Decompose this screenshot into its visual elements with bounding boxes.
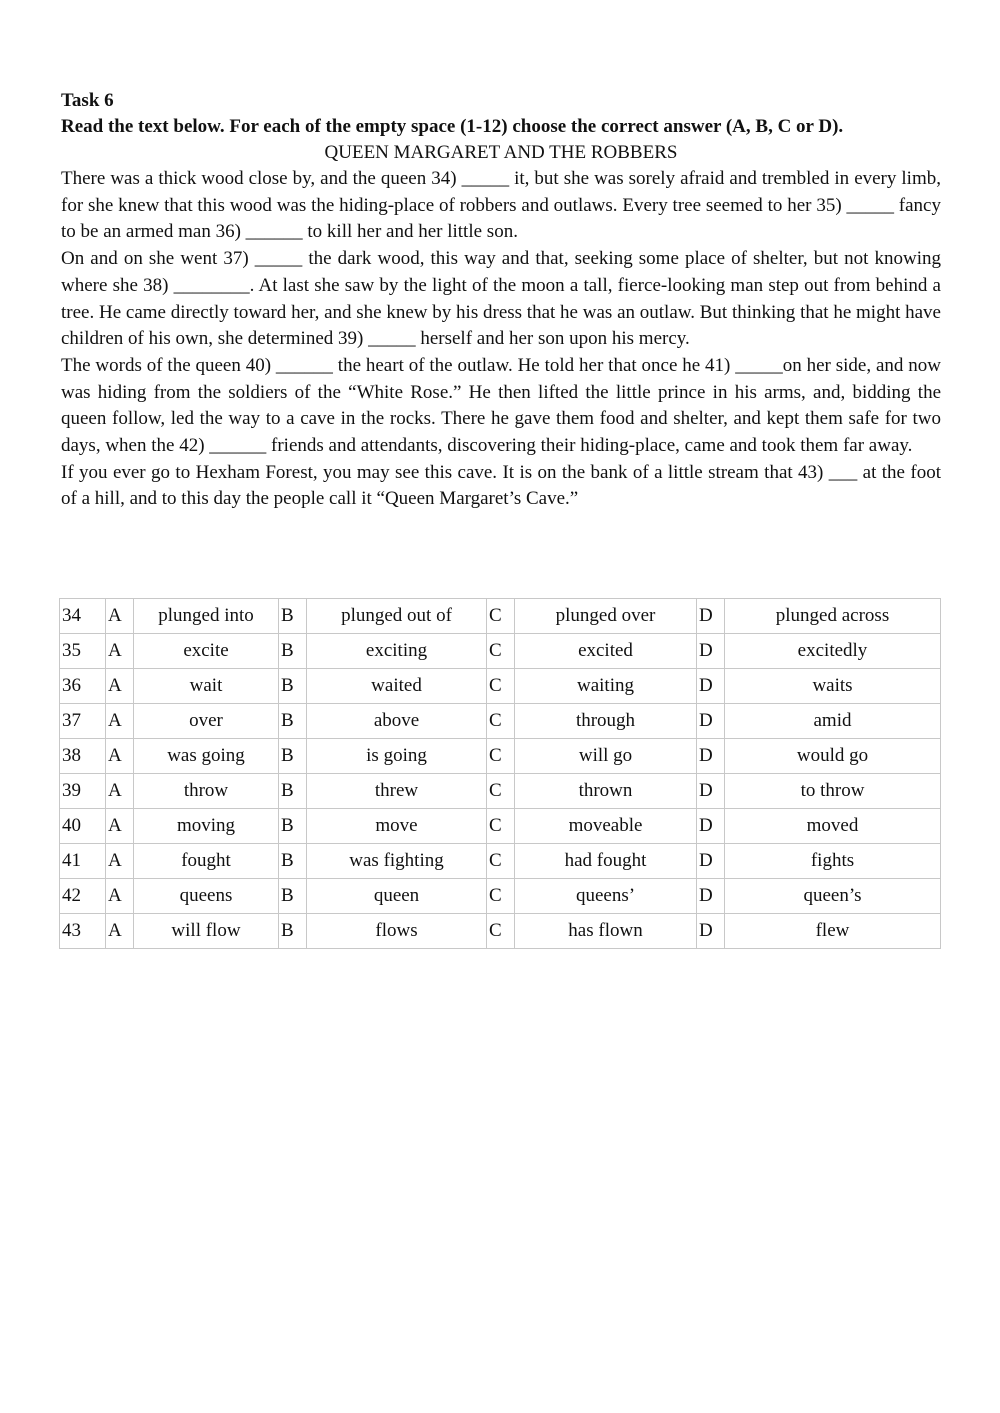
- option-letter-c: C: [487, 669, 515, 704]
- option-letter-a: A: [106, 704, 134, 739]
- answer-options-table: [59, 598, 941, 949]
- option-d: plunged across: [725, 599, 941, 634]
- option-letter-d: D: [697, 739, 725, 774]
- option-letter-c: C: [487, 634, 515, 669]
- option-a: queens: [134, 879, 279, 914]
- option-letter-c: C: [487, 844, 515, 879]
- option-d: would go: [725, 739, 941, 774]
- option-c: queens’: [515, 879, 697, 914]
- question-number: 38: [60, 739, 106, 774]
- option-letter-d: D: [697, 704, 725, 739]
- option-a: fought: [134, 844, 279, 879]
- story-paragraph: On and on she went 37) _____ the dark wood, this way and that, seeking some place of shelter, but not knowing where she 38) ________. At last she saw by the light of the moon a tall, fierce-looking man step out from behind a tree. He came directly toward her, and she knew by his dress that he was an outlaw. But thinking that he might have children of his own, she determined 39) _____ herself and her son upon his mercy.: [61, 248, 941, 350]
- answer-row: [60, 634, 941, 669]
- option-letter-d: D: [697, 879, 725, 914]
- option-letter-b: B: [279, 599, 307, 634]
- option-c: through: [515, 704, 697, 739]
- option-a: was going: [134, 739, 279, 774]
- story-paragraph: The words of the queen 40) ______ the heart of the outlaw. He told her that once he 41) _____on her side, and now was hiding from the soldiers of the “White Rose.” He then lifted the little prince in his arms, and, bidding the queen follow, led the way to a cave in the rocks. There he gave them food and shelter, and kept them safe for two days, when the 42) ______ friends and attendants, discovering their hiding-place, came and took them far away.: [61, 354, 941, 457]
- option-b: was fighting: [307, 844, 487, 879]
- option-letter-b: B: [279, 879, 307, 914]
- option-letter-d: D: [697, 914, 725, 949]
- answer-row: [60, 914, 941, 949]
- option-c: had fought: [515, 844, 697, 879]
- option-b: threw: [307, 774, 487, 809]
- option-c: excited: [515, 634, 697, 669]
- option-b: waited: [307, 669, 487, 704]
- option-c: has flown: [515, 914, 697, 949]
- option-letter-c: C: [487, 739, 515, 774]
- option-letter-b: B: [279, 809, 307, 844]
- answer-row: [60, 844, 941, 879]
- option-d: amid: [725, 704, 941, 739]
- option-letter-a: A: [106, 879, 134, 914]
- option-letter-c: C: [487, 879, 515, 914]
- answer-row: [60, 704, 941, 739]
- option-letter-a: A: [106, 669, 134, 704]
- question-number: 37: [60, 704, 106, 739]
- option-letter-a: A: [106, 809, 134, 844]
- question-number: 34: [60, 599, 106, 634]
- story-paragraph: If you ever go to Hexham Forest, you may see this cave. It is on the bank of a little stream that 43) ___ at the foot of a hill, and to this day the people call it “Queen Margaret’s Cave.”: [61, 461, 941, 510]
- option-b: exciting: [307, 634, 487, 669]
- option-a: throw: [134, 774, 279, 809]
- option-c: will go: [515, 739, 697, 774]
- option-d: to throw: [725, 774, 941, 809]
- option-a: wait: [134, 669, 279, 704]
- option-letter-c: C: [487, 774, 515, 809]
- option-letter-b: B: [279, 774, 307, 809]
- option-c: thrown: [515, 774, 697, 809]
- option-letter-d: D: [697, 669, 725, 704]
- option-a: will flow: [134, 914, 279, 949]
- option-c: moveable: [515, 809, 697, 844]
- instruction: Read the text below. For each of the empty space (1-12) choose the correct answer (A, B, C or D).: [61, 116, 844, 137]
- option-d: waits: [725, 669, 941, 704]
- option-b: move: [307, 809, 487, 844]
- option-letter-c: C: [487, 914, 515, 949]
- question-number: 41: [60, 844, 106, 879]
- option-b: queen: [307, 879, 487, 914]
- option-letter-a: A: [106, 634, 134, 669]
- option-b: is going: [307, 739, 487, 774]
- option-letter-b: B: [279, 844, 307, 879]
- question-number: 40: [60, 809, 106, 844]
- option-letter-d: D: [697, 599, 725, 634]
- question-number: 42: [60, 879, 106, 914]
- option-letter-d: D: [697, 634, 725, 669]
- option-letter-a: A: [106, 739, 134, 774]
- task-title: Task 6: [61, 90, 114, 111]
- option-letter-c: C: [487, 599, 515, 634]
- option-d: fights: [725, 844, 941, 879]
- option-letter-a: A: [106, 774, 134, 809]
- option-letter-a: A: [106, 599, 134, 634]
- answer-row: [60, 669, 941, 704]
- worksheet: [61, 88, 941, 513]
- option-a: excite: [134, 634, 279, 669]
- option-letter-a: A: [106, 914, 134, 949]
- story-text: [61, 166, 941, 513]
- option-letter-b: B: [279, 704, 307, 739]
- answer-row: [60, 599, 941, 634]
- option-letter-d: D: [697, 809, 725, 844]
- option-a: moving: [134, 809, 279, 844]
- answer-row: [60, 879, 941, 914]
- answer-row: [60, 774, 941, 809]
- option-c: plunged over: [515, 599, 697, 634]
- option-b: flows: [307, 914, 487, 949]
- question-number: 43: [60, 914, 106, 949]
- answer-row: [60, 739, 941, 774]
- option-d: queen’s: [725, 879, 941, 914]
- option-letter-d: D: [697, 844, 725, 879]
- option-letter-c: C: [487, 704, 515, 739]
- option-a: plunged into: [134, 599, 279, 634]
- option-letter-b: B: [279, 914, 307, 949]
- answer-row: [60, 809, 941, 844]
- question-number: 39: [60, 774, 106, 809]
- option-a: over: [134, 704, 279, 739]
- option-letter-b: B: [279, 669, 307, 704]
- option-c: waiting: [515, 669, 697, 704]
- option-letter-c: C: [487, 809, 515, 844]
- option-b: above: [307, 704, 487, 739]
- option-d: excitedly: [725, 634, 941, 669]
- option-letter-b: B: [279, 739, 307, 774]
- question-number: 36: [60, 669, 106, 704]
- story-title: QUEEN MARGARET AND THE ROBBERS: [324, 142, 678, 163]
- option-letter-d: D: [697, 774, 725, 809]
- question-number: 35: [60, 634, 106, 669]
- option-letter-b: B: [279, 634, 307, 669]
- story-paragraph: There was a thick wood close by, and the queen 34) _____ it, but she was sorely afraid and trembled in every limb, for she knew that this wood was the hiding-place of robbers and outlaws. Every tree seemed to her 35) _____ fancy to be an armed man 36) ______ to kill her and her little son.: [61, 168, 941, 243]
- option-d: flew: [725, 914, 941, 949]
- option-letter-a: A: [106, 844, 134, 879]
- option-d: moved: [725, 809, 941, 844]
- option-b: plunged out of: [307, 599, 487, 634]
